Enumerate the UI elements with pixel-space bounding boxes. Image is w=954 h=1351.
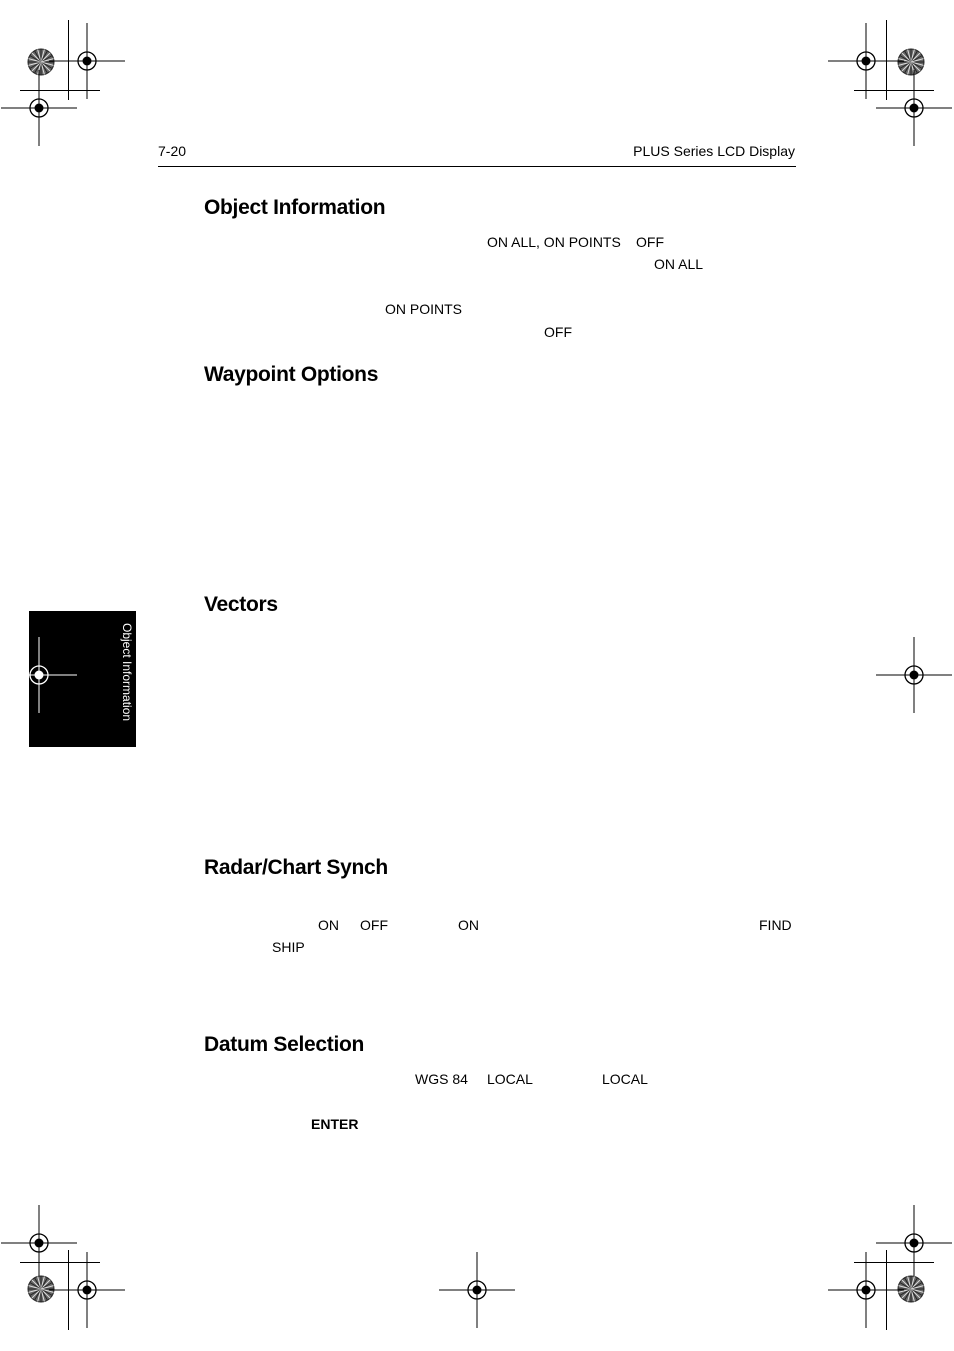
heading-radar-chart-synch: Radar/Chart Synch	[204, 856, 388, 879]
registration-crosshair	[0, 635, 79, 715]
option-on: ON	[318, 917, 339, 933]
option-wgs84: WGS 84	[415, 1071, 468, 1087]
option-on-points: ON POINTS	[385, 301, 463, 317]
option-ship: SHIP	[272, 939, 305, 955]
registration-crosshair	[437, 1250, 517, 1330]
heading-object-information: Object Information	[204, 196, 386, 219]
page-number: 7-20	[158, 143, 187, 159]
heading-waypoint-options: Waypoint Options	[204, 363, 379, 386]
option-local-2: LOCAL	[602, 1071, 648, 1087]
heading-vectors: Vectors	[204, 593, 278, 616]
option-off: OFF	[636, 234, 664, 250]
option-find: FIND	[759, 917, 792, 933]
option-off: OFF	[360, 917, 388, 933]
header-rule	[158, 166, 796, 167]
crop-mark	[20, 90, 100, 91]
option-off-2: OFF	[544, 324, 572, 340]
side-tab-label: Object Information	[120, 623, 134, 722]
key-enter: ENTER	[311, 1116, 359, 1132]
option-on-all-on-points: ON ALL, ON POINTS	[487, 234, 621, 250]
crop-mark	[854, 90, 934, 91]
publication-title: PLUS Series LCD Display	[633, 143, 795, 159]
crop-mark	[20, 1262, 100, 1263]
option-local: LOCAL	[487, 1071, 533, 1087]
crop-mark	[68, 20, 69, 100]
crop-mark	[854, 1262, 934, 1263]
crop-mark	[886, 20, 887, 100]
option-on-2: ON	[458, 917, 479, 933]
option-on-all: ON ALL	[654, 256, 704, 272]
heading-datum-selection: Datum Selection	[204, 1033, 365, 1056]
registration-crosshair	[874, 635, 954, 715]
